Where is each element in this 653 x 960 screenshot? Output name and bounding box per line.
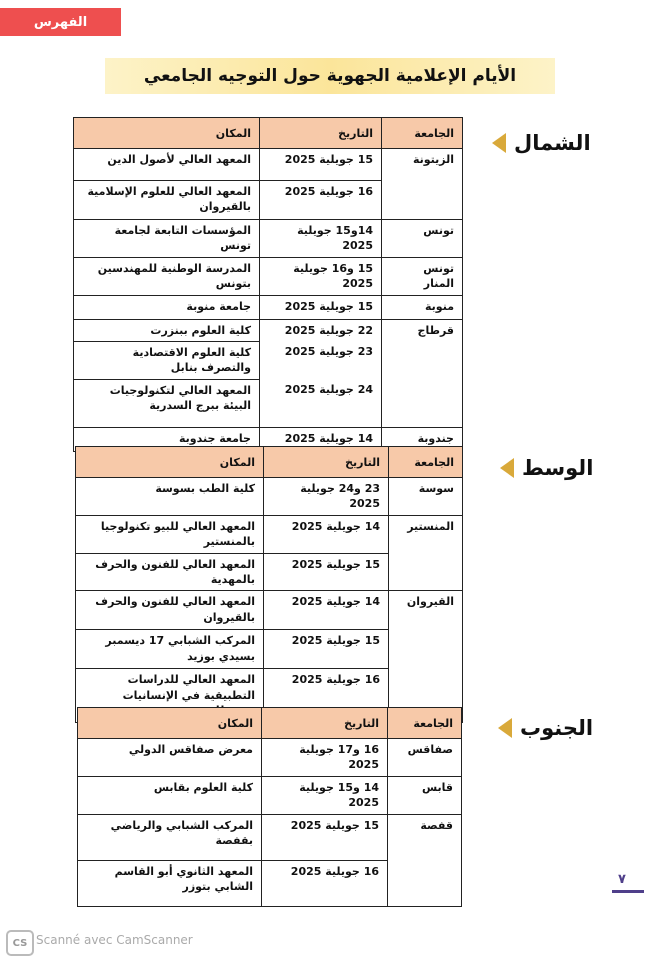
place-cell: المعهد العالي للدراسات التطبيقية في الإنسانيات bbox=[76, 669, 264, 722]
region-label-center bbox=[500, 456, 593, 480]
south-table bbox=[77, 707, 462, 907]
triangle-arrow-icon bbox=[492, 133, 506, 153]
table-row bbox=[74, 295, 463, 319]
university-cell: قرطاج bbox=[382, 319, 463, 427]
date-cell: 22 جويلية 2025 bbox=[260, 319, 382, 341]
place-cell: المعهد العالي لتكنولوجيات البيئة ببرج السدرية bbox=[74, 379, 260, 427]
table-row bbox=[76, 515, 463, 553]
region-label-north bbox=[492, 131, 591, 155]
date-cell: 16 و17 جويلية 2025 bbox=[262, 739, 388, 777]
north-table bbox=[73, 117, 463, 452]
date-cell: 14 جويلية 2025 bbox=[260, 427, 382, 451]
date-cell: 15 جويلية 2025 bbox=[262, 814, 388, 860]
date-cell: 15 جويلية 2025 bbox=[264, 553, 389, 591]
region-name: الوسط bbox=[522, 456, 594, 480]
triangle-arrow-icon bbox=[498, 718, 512, 738]
table-row bbox=[74, 149, 463, 181]
date-cell: 14 جويلية 2025 bbox=[264, 591, 389, 630]
camscanner-watermark: Scanné avec CamScanner bbox=[36, 933, 193, 947]
region-name: الجنوب bbox=[520, 716, 594, 740]
date-cell: 14 جويلية 2025 bbox=[264, 515, 389, 553]
date-cell: 15 جويلية 2025 bbox=[260, 295, 382, 319]
date-cell: 23 جويلية 2025 bbox=[260, 341, 382, 379]
region-label-south bbox=[498, 716, 593, 740]
place-cell: المركب الشبابي 17 ديسمبر بسيدي بوزيد bbox=[76, 630, 264, 669]
triangle-arrow-icon bbox=[500, 458, 514, 478]
university-cell: سوسة bbox=[389, 478, 463, 516]
place-cell: المعهد العالي للفنون والحرف بالمهدية bbox=[76, 553, 264, 591]
place-cell: المعهد العالي للبيو تكنولوجيا بالمنستير bbox=[76, 515, 264, 553]
header-place: المكان bbox=[78, 708, 262, 739]
university-cell: قابس bbox=[388, 776, 462, 814]
university-cell: منوبة bbox=[382, 295, 463, 319]
table-row bbox=[76, 478, 463, 516]
place-cell: المعهد العالي للعلوم الإسلامية بالقيروان bbox=[74, 181, 260, 220]
place-cell: كلية العلوم بقابس bbox=[78, 776, 262, 814]
date-cell: 15 جويلية 2025 bbox=[260, 149, 382, 181]
date-cell: 14و15 جويلية 2025 bbox=[260, 220, 382, 258]
university-cell: تونس bbox=[382, 220, 463, 258]
university-cell: تونس المنار bbox=[382, 257, 463, 295]
header-university: الجامعة bbox=[388, 708, 462, 739]
university-cell: الزيتونة bbox=[382, 149, 463, 220]
table-row bbox=[78, 776, 462, 814]
place-cell: كلية العلوم الاقتصادية والتصرف بنابل bbox=[74, 341, 260, 379]
date-cell: 16 جويلية 2025 bbox=[264, 669, 389, 722]
date-cell: 23 و24 جويلية 2025 bbox=[264, 478, 389, 516]
page-number-underline bbox=[612, 890, 644, 893]
university-cell: جندوبة bbox=[382, 427, 463, 451]
header-place: المكان bbox=[76, 447, 264, 478]
place-cell: المعهد العالي للفنون والحرف بالقيروان bbox=[76, 591, 264, 630]
place-cell: المركب الشبابي والرياضي بقفصة bbox=[78, 814, 262, 860]
university-cell: صفاقس bbox=[388, 739, 462, 777]
date-cell: 24 جويلية 2025 bbox=[260, 379, 382, 427]
table-row bbox=[78, 814, 462, 860]
university-cell: القيروان bbox=[389, 591, 463, 722]
place-cell: معرض صفاقس الدولي bbox=[78, 739, 262, 777]
center-table bbox=[75, 446, 463, 723]
university-cell: قفصة bbox=[388, 814, 462, 906]
university-cell: المنستير bbox=[389, 515, 463, 591]
date-cell: 16 جويلية 2025 bbox=[262, 860, 388, 906]
page-number: ٧ bbox=[618, 872, 626, 887]
table-row bbox=[74, 257, 463, 295]
table-row bbox=[74, 319, 463, 341]
page-title: الأيام الإعلامية الجهوية حول التوجيه الجامعي bbox=[105, 58, 555, 94]
place-cell: كلية الطب بسوسة bbox=[76, 478, 264, 516]
place-cell: المدرسة الوطنية للمهندسين بتونس bbox=[74, 257, 260, 295]
header-date: التاريخ bbox=[262, 708, 388, 739]
table-row bbox=[76, 591, 463, 630]
index-button[interactable]: الفهرس bbox=[0, 8, 121, 36]
place-cell: جامعة جندوبة bbox=[74, 427, 260, 451]
place-cell: كلية العلوم ببنزرت bbox=[74, 319, 260, 341]
header-date: التاريخ bbox=[264, 447, 389, 478]
camscanner-logo: CS bbox=[6, 930, 34, 956]
header-date: التاريخ bbox=[260, 118, 382, 149]
place-cell: المؤسسات التابعة لجامعة تونس bbox=[74, 220, 260, 258]
header-university: الجامعة bbox=[382, 118, 463, 149]
table-row bbox=[74, 220, 463, 258]
region-name: الشمال bbox=[514, 131, 591, 155]
header-university: الجامعة bbox=[389, 447, 463, 478]
place-cell: المعهد العالي لأصول الدين bbox=[74, 149, 260, 181]
date-cell: 15 و16 جويلية 2025 bbox=[260, 257, 382, 295]
date-cell: 16 جويلية 2025 bbox=[260, 181, 382, 220]
place-cell: المعهد الثانوي أبو القاسم الشابي بتوزر bbox=[78, 860, 262, 906]
table-row bbox=[78, 739, 462, 777]
date-cell: 14 و15 جويلية 2025 bbox=[262, 776, 388, 814]
place-cell: جامعة منوبة bbox=[74, 295, 260, 319]
header-place: المكان bbox=[74, 118, 260, 149]
date-cell: 15 جويلية 2025 bbox=[264, 630, 389, 669]
